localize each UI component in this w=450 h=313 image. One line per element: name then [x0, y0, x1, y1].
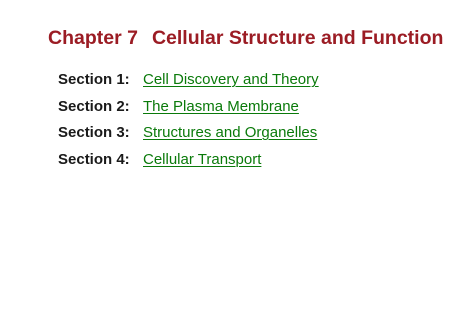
section-item: [58, 97, 319, 124]
chapter-title: [48, 27, 443, 50]
section-list: [58, 70, 319, 176]
section-link-cellular-transport[interactable]: Cellular Transport: [143, 150, 262, 168]
section-item: [58, 150, 319, 177]
section-label: Section 1:: [58, 71, 130, 88]
section-item: [58, 123, 319, 150]
section-label: Section 4:: [58, 150, 130, 168]
section-link-cell-discovery[interactable]: Cell Discovery and Theory: [143, 71, 319, 88]
section-label: Section 2:: [58, 97, 130, 115]
chapter-name: Cellular Structure and Function: [151, 27, 444, 49]
chapter-number: Chapter 7: [48, 27, 138, 49]
section-link-plasma-membrane[interactable]: The Plasma Membrane: [143, 97, 299, 115]
section-link-structures-organelles[interactable]: Structures and Organelles: [143, 124, 318, 141]
section-item: [58, 70, 319, 97]
section-label: Section 3:: [58, 124, 130, 141]
